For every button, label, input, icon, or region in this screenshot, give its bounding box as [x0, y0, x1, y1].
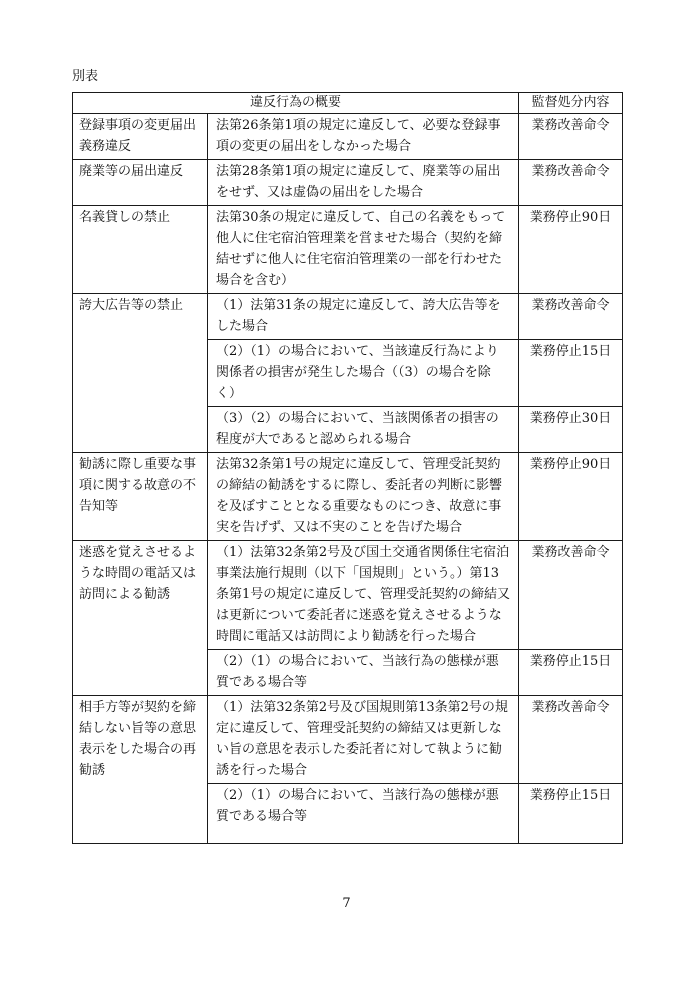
table-label: 別表	[72, 69, 99, 84]
disposition-cell: 業務改善命令	[519, 541, 623, 650]
disposition-cell: 業務改善命令	[519, 114, 623, 160]
description-cell: （2）（1）の場合において、当該行為の態様が悪質である場合等	[208, 650, 519, 696]
description-cell: 法第26条第1項の規定に違反して、必要な登録事項の変更の届出をしなかった場合	[208, 114, 519, 160]
page-number: 7	[342, 896, 351, 911]
description-cell: （3）（2）の場合において、当該関係者の損害の程度が大であると認められる場合	[208, 407, 519, 453]
table-row	[73, 160, 623, 206]
category-cell: 迷惑を覚えさせるような時間の電話又は訪問による勧誘	[73, 541, 208, 696]
description-cell: （2）（1）の場合において、当該行為の態様が悪質である場合等	[208, 784, 519, 844]
table-row	[73, 696, 623, 784]
table-row	[73, 294, 623, 340]
header-overview: 違反行為の概要	[73, 93, 519, 114]
description-cell: （1）法第32条第2号及び国土交通省関係住宅宿泊事業法施行規則（以下「国規則」という。）第13条第1号の規定に違反して、管理受託契約の締結又は更新について委託者に迷惑を覚えさせるような時間に電話又は訪問により勧誘を行った場合	[208, 541, 519, 650]
table-row	[73, 541, 623, 650]
disposition-cell: 業務停止15日	[519, 340, 623, 407]
disposition-cell: 業務停止30日	[519, 407, 623, 453]
description-cell: 法第32条第1号の規定に違反して、管理受託契約の締結の勧誘をするに際し、委託者の判断に影響を及ぼすこととなる重要なものにつき、故意に事実を告げず、又は不実のことを告げた場合	[208, 453, 519, 541]
disposition-cell: 業務改善命令	[519, 696, 623, 784]
description-cell: （1）法第31条の規定に違反して、誇大広告等をした場合	[208, 294, 519, 340]
description-cell: （1）法第32条第2号及び国規則第13条第2号の規定に違反して、管理受託契約の締結又は更新しない旨の意思を表示した委託者に対して執ように勧誘を行った場合	[208, 696, 519, 784]
table-row	[73, 206, 623, 294]
category-cell: 相手方等が契約を締結しない旨等の意思表示をした場合の再勧誘	[73, 696, 208, 844]
disposition-cell: 業務停止90日	[519, 206, 623, 294]
header-disposition: 監督処分内容	[519, 93, 623, 114]
category-cell: 登録事項の変更届出義務違反	[73, 114, 208, 160]
table-row	[73, 114, 623, 160]
category-cell: 勧誘に際し重要な事項に関する故意の不告知等	[73, 453, 208, 541]
category-cell: 名義貸しの禁止	[73, 206, 208, 294]
description-cell: 法第28条第1項の規定に違反して、廃業等の届出をせず、又は虚偽の届出をした場合	[208, 160, 519, 206]
category-cell: 廃業等の届出違反	[73, 160, 208, 206]
disposition-cell: 業務停止15日	[519, 784, 623, 844]
disposition-cell: 業務改善命令	[519, 294, 623, 340]
description-cell: 法第30条の規定に違反して、自己の名義をもって他人に住宅宿泊管理業を営ませた場合（契約を締結せずに他人に住宅宿泊管理業の一部を行わせた場合を含む）	[208, 206, 519, 294]
disposition-cell: 業務改善命令	[519, 160, 623, 206]
table-header-row	[73, 93, 623, 114]
disposition-cell: 業務停止90日	[519, 453, 623, 541]
table-row	[73, 453, 623, 541]
description-cell: （2）（1）の場合において、当該違反行為により関係者の損害が発生した場合（（3）の場合を除く）	[208, 340, 519, 407]
category-cell: 誇大広告等の禁止	[73, 294, 208, 453]
violations-table	[72, 92, 623, 844]
disposition-cell: 業務停止15日	[519, 650, 623, 696]
